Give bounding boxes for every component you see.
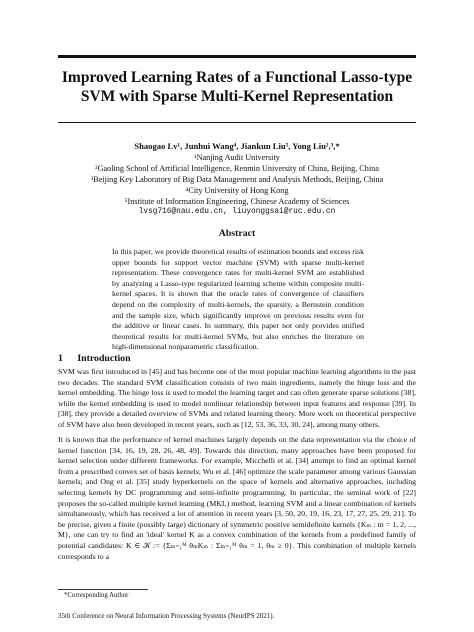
abstract-heading: Abstract [218, 228, 256, 239]
author-block [40, 141, 434, 218]
author-names: Shaogao Lv¹, Junhui Wang⁴, Jiankun Liu⁵, Yong Liu²,³,* [134, 141, 340, 151]
title-top-rule [58, 55, 416, 58]
title-line-2: SVM with Sparse Multi-Kernel Representation [80, 88, 394, 105]
intro-paragraph-2: It is known that the performance of kernel machines largely depends on the data representation via the choice of kernel function [34, 16, 19, 28, 26, 48, 49]. Towards this direction, many approaches have been proposed for kernel selection under different frameworks. For example, Micchelli et al. [34] attempt to find an optimal kernel from a prescribed convex set of basis kernels; Wu et al. [46] optimize the scale parameter among various Gaussian kernels; and Ong et al. [35] study hyperkernels on the space of kernels and alternative approaches, including selecting kernels by DC programming and semi-infinite programming. In particular, the seminal work of [22] proposes the so-called multiple kernel learning (MKL) method, learning SVM and a linear combination of kernels simultaneously, which has received a lot of attention in recent years [3, 50, 20, 19, 16, 23, 17, 27, 25, 29, 21]. To be precise, given a finite (possibly large) dictionary of symmetric positive semidefinite kernels {Kₘ : m = 1, 2, ..., M}, one can try to find an 'ideal' kernel K as a convex combination of the kernels from a predefined family of potential candidates: K ∈ 𝒦 := {Σₘ₌₁ᴹ θₘKₘ : Σₘ₌₁ᴹ θₘ = 1, θₘ ≥ 0}. This combination of multiple kernels corresponds to a [58, 435, 416, 561]
section-title: Introduction [77, 353, 131, 364]
footnote-corresponding-author: *Corresponding Author [64, 592, 129, 599]
intro-paragraph-1: SVM was first introduced in [45] and has become one of the most popular machine learning algorithms in the past two decades. The standard SVM classification consists of two main ingredients, namely the hinge loss and the kernel embedding. The hinge loss is used to model the learning target and can often generate sparse solutions [38], while the kernel embedding is used to model nonlinear relationship between input features and response [39]. In [38], they provide a detailed overview of SVMs and related learning theory. More work on theoretical perspective of SVM have also been developed in recent years, such as [12, 53, 36, 33, 30, 24], among many others. [58, 367, 416, 429]
affiliation-4: ⁴City University of Hong Kong [185, 186, 289, 195]
affiliation-1: ¹Nanjing Audit University [194, 153, 280, 162]
affiliation-3: ³Beijing Key Laboratory of Big Data Management and Analysis Methods, Beijing, China [90, 175, 384, 184]
footnote-rule [58, 589, 148, 590]
abstract-text: In this paper, we provide theoretical results of estimation bounds and excess risk upper bounds for support vector machine (SVM) with sparse multi-kernel representation. These convergence rates for multi-kernel SVM are established by analyzing a Lasso-type regularized learning scheme within composite multi-kernel spaces. It is shown that the oracle rates of convergence of classifiers depend on the complexity of multi-kernels, the sparsity, a Bernstein condition and the sample size, which significantly improve on previous results even for the additive or linear cases. In summary, this paper not only provides unified theoretical results for multi-kernel SVMs, but also enriches the literature on high-dimensional nonparametric classification. [112, 247, 364, 352]
affiliation-2: ²Gaoling School of Artificial Intelligence, Renmin University of China, Beijing, China [95, 164, 379, 173]
conference-footer: 35th Conference on Neural Information Processing Systems (NeurIPS 2021). [58, 612, 275, 620]
author-emails: lvsg716@nau.edu.cn, liuyonggsai@ruc.edu.cn [138, 208, 336, 216]
title-line-1: Improved Learning Rates of a Functional Lasso-type [61, 69, 413, 86]
affiliation-5: ⁵Institute of Information Engineering, Chinese Academy of Sciences [124, 197, 350, 206]
section-number: 1 [58, 353, 63, 364]
paper-title [58, 68, 416, 106]
section-heading-introduction [58, 353, 131, 364]
title-bottom-rule [58, 122, 416, 123]
